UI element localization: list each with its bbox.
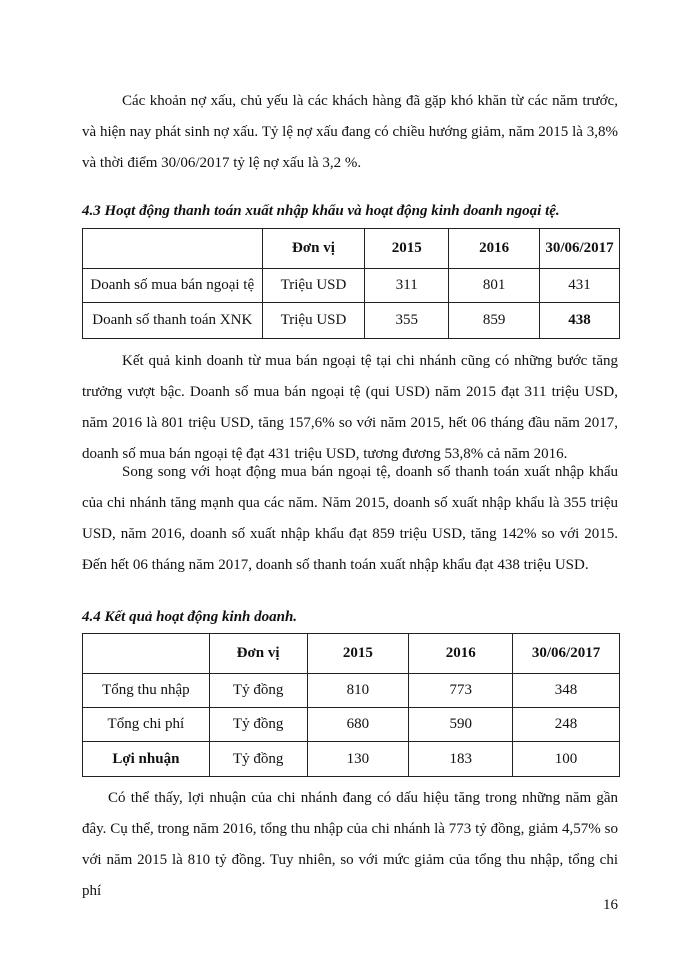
table-cell: 859 — [449, 303, 540, 339]
row-label: Tổng chi phí — [83, 708, 210, 742]
header-cell: 2016 — [449, 229, 540, 269]
business-results-table — [82, 633, 620, 777]
table-cell: 590 — [409, 708, 513, 742]
paragraph-forex-results: Kết quả kinh doanh từ mua bán ngoại tệ tại chi nhánh cũng có những bước tăng trưởng vượt bậc. Doanh số mua bán ngoại tệ (qui USD) năm 2015 đạt 311 triệu USD, năm 2016 là 801 triệu USD, tăng 157,6% so với năm 2015, hết 06 tháng đầu năm 2017, doanh số mua bán ngoại tệ đạt 431 triệu USD, tương đương 53,8% cả năm 2016. — [82, 353, 618, 462]
table-cell: Triệu USD — [262, 269, 365, 303]
header-cell: 30/06/2017 — [513, 634, 620, 674]
table-cell: 431 — [540, 269, 620, 303]
table-row — [83, 303, 620, 339]
row-label: Doanh số thanh toán XNK — [83, 303, 263, 339]
forex-trade-table — [82, 228, 620, 339]
table-cell: 348 — [513, 674, 620, 708]
table-header-row — [83, 229, 620, 269]
table-cell: 801 — [449, 269, 540, 303]
paragraph-profit: Có thể thấy, lợi nhuận của chi nhánh đang có dấu hiệu tăng trong những năm gần đây. Cụ thể, trong năm 2016, tổng thu nhập của chi nhánh là 773 tỷ đồng, giảm 4,57% so với năm 2015 là 810 tỷ đồng. Tuy nhiên, so với mức giảm của tổng thu nhập, tổng chi phí — [82, 790, 618, 899]
section-heading-4-3: 4.3 Hoạt động thanh toán xuất nhập khẩu và hoạt động kinh doanh ngoại tệ. — [82, 203, 560, 219]
page-number: 16 — [603, 897, 618, 913]
table-row — [83, 742, 620, 777]
table-cell: 183 — [409, 742, 513, 777]
table-header-row — [83, 634, 620, 674]
table-cell: 810 — [307, 674, 409, 708]
header-cell: 30/06/2017 — [540, 229, 620, 269]
paragraph-import-export: Song song với hoạt động mua bán ngoại tệ, doanh số thanh toán xuất nhập khẩu của chi nhánh tăng mạnh qua các năm. Năm 2015, doanh số xuất nhập khẩu là 355 triệu USD, năm 2016, doanh số xuất nhập khẩu đạt 859 triệu USD, tăng 142% so với 2015. Đến hết 06 tháng năm 2017, doanh số thanh toán xuất nhập khẩu đạt 438 triệu USD. — [82, 464, 618, 573]
table-cell: 680 — [307, 708, 409, 742]
table-cell: 248 — [513, 708, 620, 742]
table-cell: Triệu USD — [262, 303, 365, 339]
header-cell — [83, 229, 263, 269]
table-cell: 355 — [365, 303, 449, 339]
header-cell: Đơn vị — [262, 229, 365, 269]
header-cell — [83, 634, 210, 674]
table-cell: 130 — [307, 742, 409, 777]
table-row — [83, 708, 620, 742]
table-cell: Tỷ đồng — [209, 742, 307, 777]
row-label: Tổng thu nhập — [83, 674, 210, 708]
table-cell: Tỷ đồng — [209, 708, 307, 742]
table-cell: Tỷ đồng — [209, 674, 307, 708]
header-cell: 2016 — [409, 634, 513, 674]
header-cell: 2015 — [365, 229, 449, 269]
table-cell: 438 — [540, 303, 620, 339]
header-cell: 2015 — [307, 634, 409, 674]
section-heading-4-4: 4.4 Kết quả hoạt động kinh doanh. — [82, 609, 298, 625]
header-cell: Đơn vị — [209, 634, 307, 674]
paragraph-bad-debt: Các khoản nợ xấu, chủ yếu là các khách hàng đã gặp khó khăn từ các năm trước, và hiện nay phát sinh nợ xấu. Tỷ lệ nợ xấu đang có chiều hướng giảm, năm 2015 là 3,8% và thời điểm 30/06/2017 tỷ lệ nợ xấu là 3,2 %. — [82, 93, 618, 171]
row-label: Lợi nhuận — [83, 742, 210, 777]
table-row — [83, 674, 620, 708]
table-cell: 773 — [409, 674, 513, 708]
table-row — [83, 269, 620, 303]
table-cell: 100 — [513, 742, 620, 777]
row-label: Doanh số mua bán ngoại tệ — [83, 269, 263, 303]
table-cell: 311 — [365, 269, 449, 303]
